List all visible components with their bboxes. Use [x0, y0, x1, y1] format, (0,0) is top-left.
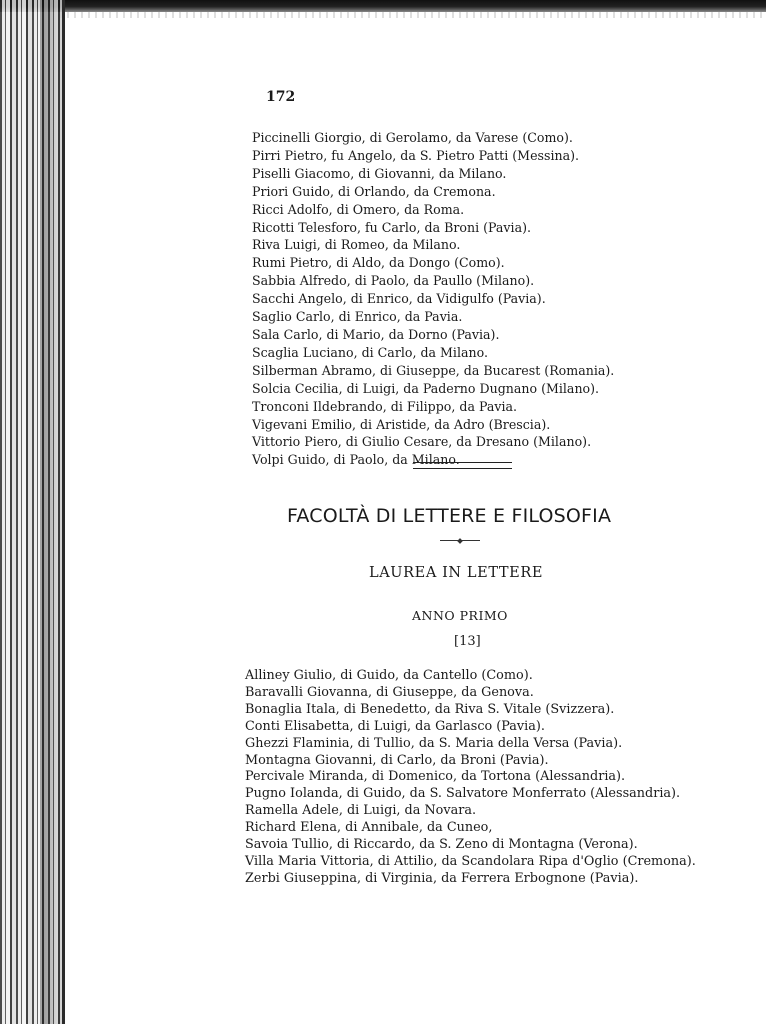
- student-count: [13]: [454, 634, 481, 649]
- student-entry: Zerbi Giuseppina, di Virginia, da Ferrera Erbognone (Pavia).: [245, 870, 639, 886]
- student-entry: Villa Maria Vittoria, di Attilio, da Scandolara Ripa d'Oglio (Cremona).: [245, 853, 696, 869]
- student-entry: Riva Luigi, di Romeo, da Milano.: [252, 237, 461, 253]
- student-entry: Saglio Carlo, di Enrico, da Pavia.: [252, 309, 463, 325]
- student-entry: Richard Elena, di Annibale, da Cuneo,: [245, 820, 493, 836]
- student-entry: Volpi Guido, di Paolo, da Milano.: [252, 452, 460, 468]
- title-ornament: [440, 540, 480, 541]
- student-entry: Savoia Tullio, di Riccardo, da S. Zeno di Montagna (Verona).: [245, 837, 638, 853]
- student-entry: Scaglia Luciano, di Carlo, da Milano.: [252, 344, 488, 360]
- student-entry: Tronconi Ildebrando, di Filippo, da Pavia.: [252, 398, 518, 414]
- student-entry: Percivale Miranda, di Domenico, da Tortona (Alessandria).: [245, 769, 626, 785]
- student-entry: Priori Guido, di Orlando, da Cremona.: [252, 183, 496, 199]
- student-entry: Solcia Cecilia, di Luigi, da Paderno Dugnano (Milano).: [252, 380, 600, 396]
- student-entry: Pirri Pietro, fu Angelo, da S. Pietro Patti (Messina).: [252, 147, 580, 163]
- student-entry: Bonaglia Itala, di Benedetto, da Riva S. Vitale (Svizzera).: [245, 701, 615, 717]
- page-left-edge: [62, 0, 65, 1024]
- student-entry: Ramella Adele, di Luigi, da Novara.: [245, 803, 477, 819]
- student-entry: Ricci Adolfo, di Omero, da Roma.: [252, 201, 465, 217]
- student-entry: Sabbia Alfredo, di Paolo, da Paullo (Milano).: [252, 273, 535, 289]
- student-list-first-year: [245, 668, 696, 888]
- student-entry: Alliney Giulio, di Guido, da Cantello (Como).: [245, 668, 533, 683]
- student-entry: Vigevani Emilio, di Aristide, da Adro (Brescia).: [252, 416, 551, 432]
- scan-top-noise: [60, 12, 766, 18]
- student-entry: Pugno Iolanda, di Guido, da S. Salvatore Monferrato (Alessandria).: [245, 786, 681, 802]
- page-number: 172: [266, 89, 296, 105]
- student-entry: Sala Carlo, di Mario, da Dorno (Pavia).: [252, 326, 500, 342]
- student-entry: Sacchi Angelo, di Enrico, da Vidigulfo (Pavia).: [252, 291, 546, 307]
- student-entry: Rumi Pietro, di Aldo, da Dongo (Como).: [252, 255, 505, 271]
- section-divider: [413, 462, 512, 469]
- scan-top-border: [0, 0, 766, 12]
- student-entry: Piccinelli Giorgio, di Gerolamo, da Varese (Como).: [252, 130, 573, 145]
- student-entry: Ricotti Telesforo, fu Carlo, da Broni (Pavia).: [252, 219, 531, 235]
- student-entry: Conti Elisabetta, di Luigi, da Garlasco (Pavia).: [245, 718, 545, 734]
- year-title: ANNO PRIMO: [412, 608, 508, 623]
- faculty-title: FACOLTÀ DI LETTERE E FILOSOFIA: [287, 505, 612, 527]
- student-entry: Vittorio Piero, di Giulio Cesare, da Dresano (Milano).: [252, 434, 592, 450]
- student-entry: Silberman Abramo, di Giuseppe, da Bucarest (Romania).: [252, 362, 615, 378]
- student-entry: Ghezzi Flaminia, di Tullio, da S. Maria della Versa (Pavia).: [245, 735, 623, 751]
- degree-title: LAUREA IN LETTERE: [369, 565, 544, 581]
- student-list-previous: [252, 129, 614, 469]
- student-entry: Montagna Giovanni, di Carlo, da Broni (Pavia).: [245, 752, 549, 768]
- student-entry: Baravalli Giovanna, di Giuseppe, da Genova.: [245, 684, 534, 700]
- student-entry: Piselli Giacomo, di Giovanni, da Milano.: [252, 165, 507, 181]
